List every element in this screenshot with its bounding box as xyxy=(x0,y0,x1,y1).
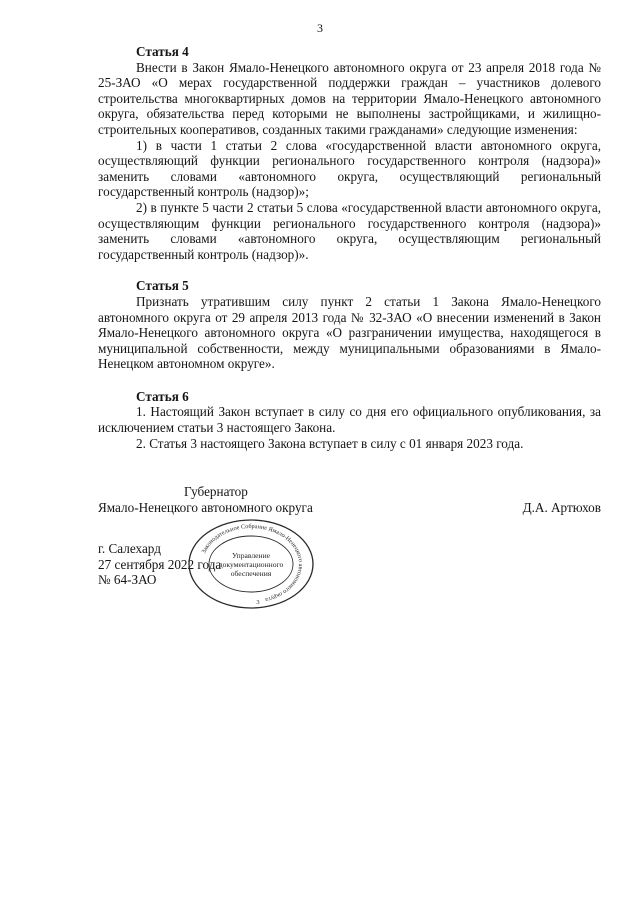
city: г. Салехард xyxy=(98,541,161,556)
page-number: 3 xyxy=(317,21,323,35)
governor-region: Ямало-Ненецкого автономного округа xyxy=(98,499,313,515)
article-4-item-2: 2) в пункте 5 части 2 статьи 5 слова «государственной власти автономного округа, осуществляющим функции регионального государственного контроля (надзора)» заменить словами «автономного округа, осуществляющим региональный государственный контроль (надзор)». xyxy=(98,199,601,262)
article-4-item-1: 1) в части 1 статьи 2 слова «государственной власти автономного округа, осуществляющий функции регионального государственного контроля (надзора)» заменить словами «автономного округа, осуществляющий региональный государственный контроль (надзор)»; xyxy=(98,137,601,200)
seal-number: 3 xyxy=(256,599,260,606)
seal-line-1: Управление xyxy=(231,551,271,560)
article-4-intro: Внести в Закон Ямало-Ненецкого автономного округа от 23 апреля 2018 года № 25-ЗАО «О мерах государственной поддержки граждан – участников долевого строительства многоквартирных домов на территории Ямало-Ненецкого автономного округа, обязательства перед которыми не выполнены застройщиками, и жилищно-строительных кооперативов, созданных такими гражданами» следующие изменения: xyxy=(98,59,601,137)
seal-line-3: обеспечения xyxy=(230,569,272,578)
signature-block xyxy=(98,484,601,515)
official-seal xyxy=(176,518,326,610)
governor-title: Губернатор xyxy=(184,484,248,499)
article-4-heading: Статья 4 xyxy=(136,44,189,59)
governor-name: Д.А. Артюхов xyxy=(522,499,601,515)
article-6-item-2: 2. Статья 3 настоящего Закона вступает в силу с 01 января 2023 года. xyxy=(136,435,524,451)
law-number: № 64-ЗАО xyxy=(98,572,157,588)
article-6-heading: Статья 6 xyxy=(136,388,189,404)
article-5-heading: Статья 5 xyxy=(136,278,189,294)
seal-line-2: документационного xyxy=(218,560,284,569)
article-5-text: Признать утратившим силу пункт 2 статьи 1 Закона Ямало-Ненецкого автономного округа от 29 апреля 2013 года № 32-ЗАО «О внесении изменений в Закон Ямало-Ненецкого автономного округа «О разграничении имущества, находящегося в муниципальной собственности, между муниципальными образованиями в Ямало-Ненецком автономном округе». xyxy=(98,293,601,372)
document-body xyxy=(98,44,601,451)
article-6-item-1: 1. Настоящий Закон вступает в силу со дня его официального опубликования, за исключением статьи 3 настоящего Закона. xyxy=(98,404,601,436)
seal-ring-text: Законодательное Собрание Ямало-Ненецкого автономного округа xyxy=(200,522,305,604)
law-date: 27 сентября 2022 года xyxy=(98,556,222,572)
